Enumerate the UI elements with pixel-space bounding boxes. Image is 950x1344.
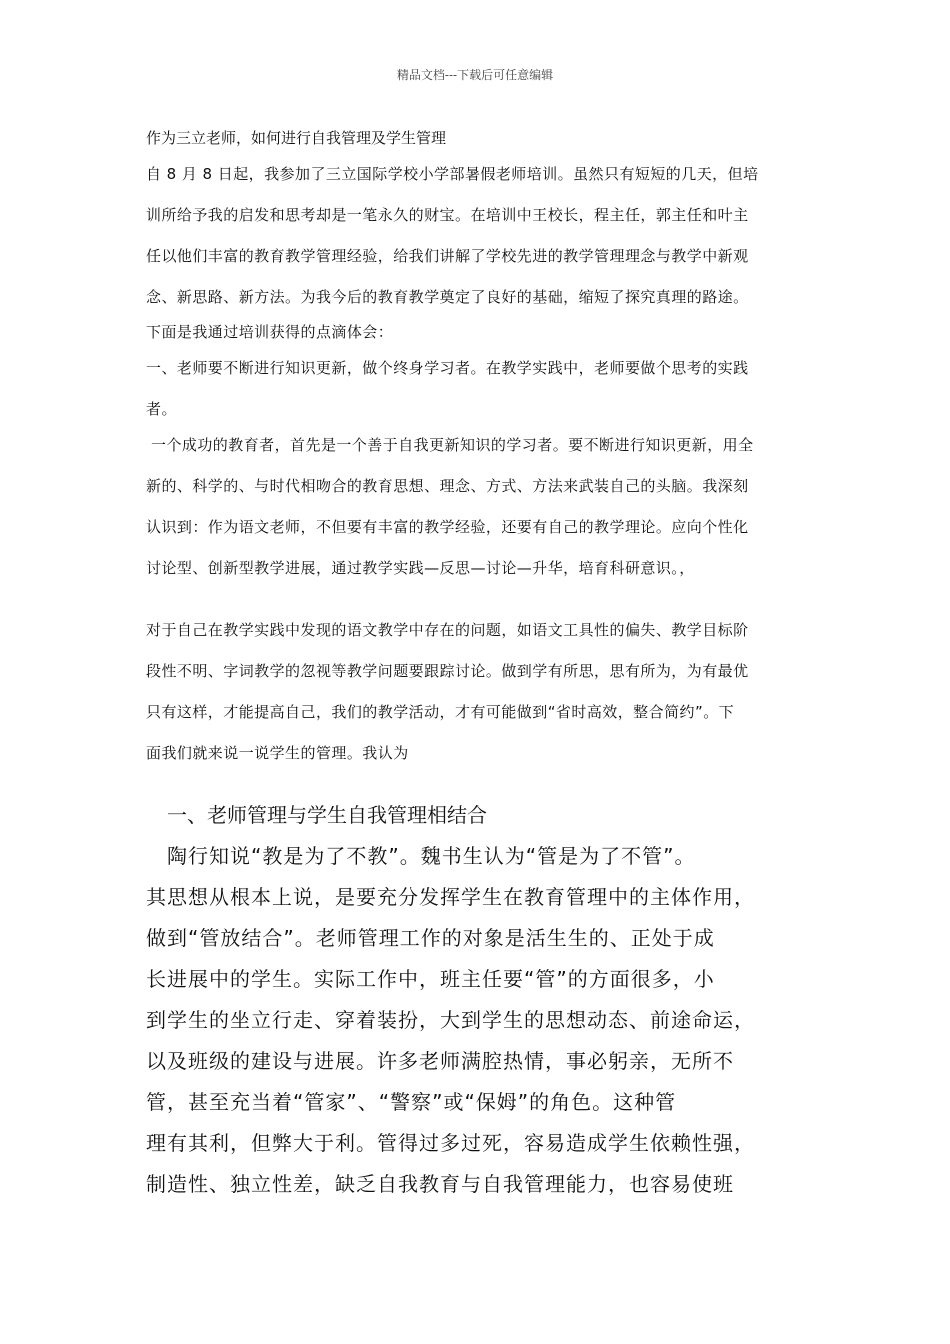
- section-line: 做到“管放结合”。老师管理工作的对象是活生生的、正处于成: [146, 926, 715, 950]
- intro-line: 任以他们丰富的教育教学管理经验，给我们讲解了学校先进的教学管理理念与教学中新观: [146, 247, 749, 265]
- section-line: 制造性、独立性差，缺乏自我教育与自我管理能力，也容易使班: [146, 1172, 734, 1196]
- para-two-line: 一个成功的教育者，首先是一个善于自我更新知识的学习者。要不断进行知识更新，用全: [151, 436, 754, 454]
- page-header: 精品文档---下载后可任意编辑: [396, 68, 554, 82]
- intro-tail: 下面是我通过培训获得的点滴体会：: [146, 323, 394, 341]
- para-three-line: 段性不明、字词教学的忽视等教学问题要跟踪讨论。做到学有所思，思有所为，为有最优: [146, 662, 749, 680]
- section-line: 管，甚至充当着“管家”、“警察”或“保姆”的角色。这种管: [146, 1090, 677, 1114]
- intro-line: 训所给予我的启发和思考却是一笔永久的财宝。在培训中王校长，程主任，郭主任和叶主: [146, 206, 749, 224]
- para-three-line: 只有这样，才能提高自己，我们的教学活动，才有可能做到“省时高效，整合简约”。下: [146, 703, 735, 721]
- document-title: 作为三立老师，如何进行自我管理及学生管理: [146, 129, 447, 147]
- point-one-line: 一、老师要不断进行知识更新，做个终身学习者。在教学实践中，老师要做个思考的实践: [146, 359, 749, 377]
- intro-line: 念、新思路、新方法。为我今后的教育教学奠定了良好的基础，缩短了探究真理的路途。: [146, 288, 749, 306]
- para-two-line: 新的、科学的、与时代相吻合的教育思想、理念、方式、方法来武装自己的头脑。我深刻: [146, 477, 749, 495]
- para-three-line: 对于自己在教学实践中发现的语文教学中存在的问题，如语文工具性的偏失、教学目标阶: [146, 621, 749, 639]
- intro-line: 自 8 月 8 日起，我参加了三立国际学校小学部暑假老师培训。虽然只有短短的几天，但培: [146, 165, 759, 183]
- section-line: 长进展中的学生。实际工作中，班主任要“管”的方面很多，小: [146, 967, 715, 991]
- section-heading: 一、老师管理与学生自我管理相结合: [167, 803, 487, 827]
- para-two-line: 认识到：作为语文老师，不但要有丰富的教学经验，还要有自己的教学理论。应向个性化: [146, 518, 749, 536]
- para-two-line: 讨论型、创新型教学进展，通过教学实践—反思—讨论—升华，培育科研意识。，: [146, 559, 695, 577]
- section-line: 到学生的坐立行走、穿着装扮，大到学生的思想动态、前途命运，: [146, 1008, 755, 1032]
- section-line: 理有其利，但弊大于利。管得过多过死，容易造成学生依赖性强，: [146, 1131, 755, 1155]
- point-one-line: 者。: [146, 400, 177, 418]
- para-three-line: 面我们就来说一说学生的管理。我认为: [146, 744, 409, 762]
- section-line: 其思想从根本上说，是要充分发挥学生在教育管理中的主体作用，: [146, 885, 755, 909]
- section-line: 以及班级的建设与进展。许多老师满腔热情，事必躬亲，无所不: [146, 1049, 734, 1073]
- section-line: 陶行知说“教是为了不教”。魏书生认为“管是为了不管”。: [167, 844, 696, 868]
